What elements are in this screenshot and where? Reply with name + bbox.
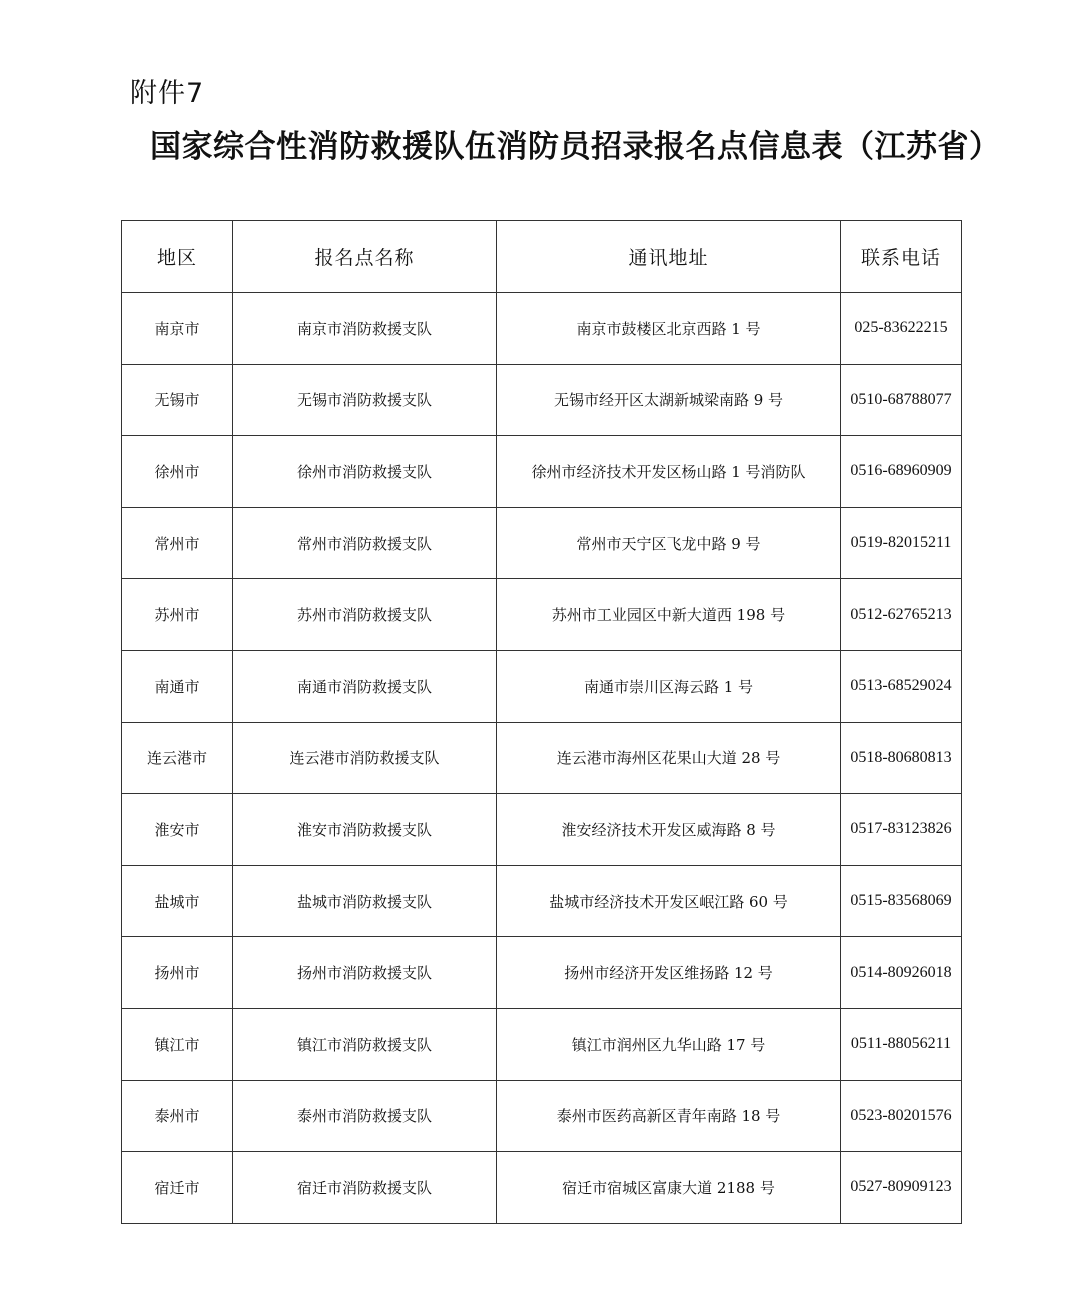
cell-region: 镇江市 [122, 1008, 233, 1080]
cell-phone: 0523-80201576 [841, 1080, 962, 1152]
cell-address: 扬州市经济开发区维扬路 12 号 [497, 937, 841, 1009]
cell-address: 南京市鼓楼区北京西路 1 号 [497, 293, 841, 365]
cell-phone: 0510-68788077 [841, 364, 962, 436]
cell-region: 徐州市 [122, 436, 233, 508]
registration-table [121, 220, 962, 1224]
table-row [122, 865, 962, 937]
table-row [122, 794, 962, 866]
table-row [122, 364, 962, 436]
cell-site-name: 宿迁市消防救援支队 [233, 1152, 497, 1224]
cell-phone: 0527-80909123 [841, 1152, 962, 1224]
cell-phone: 0519-82015211 [841, 507, 962, 579]
document-title: 国家综合性消防救援队伍消防员招录报名点信息表（江苏省） [150, 129, 1001, 165]
cell-site-name: 无锡市消防救援支队 [233, 364, 497, 436]
table-row [122, 436, 962, 508]
cell-site-name: 连云港市消防救援支队 [233, 722, 497, 794]
cell-site-name: 苏州市消防救援支队 [233, 579, 497, 651]
cell-phone: 0517-83123826 [841, 794, 962, 866]
cell-phone: 0514-80926018 [841, 937, 962, 1009]
cell-address: 宿迁市宿城区富康大道 2188 号 [497, 1152, 841, 1224]
cell-address: 苏州市工业园区中新大道西 198 号 [497, 579, 841, 651]
cell-address: 镇江市润州区九华山路 17 号 [497, 1008, 841, 1080]
cell-region: 扬州市 [122, 937, 233, 1009]
header-phone: 联系电话 [841, 221, 962, 293]
attachment-label: 附件7 [130, 78, 205, 109]
cell-region: 无锡市 [122, 364, 233, 436]
cell-phone: 0511-88056211 [841, 1008, 962, 1080]
cell-site-name: 淮安市消防救援支队 [233, 794, 497, 866]
cell-region: 淮安市 [122, 794, 233, 866]
cell-address: 常州市天宁区飞龙中路 9 号 [497, 507, 841, 579]
header-region: 地区 [122, 221, 233, 293]
cell-site-name: 常州市消防救援支队 [233, 507, 497, 579]
table-row [122, 650, 962, 722]
cell-phone: 0513-68529024 [841, 650, 962, 722]
header-address: 通讯地址 [497, 221, 841, 293]
cell-region: 南京市 [122, 293, 233, 365]
cell-phone: 0518-80680813 [841, 722, 962, 794]
table-row [122, 1008, 962, 1080]
header-site-name: 报名点名称 [233, 221, 497, 293]
cell-address: 盐城市经济技术开发区岷江路 60 号 [497, 865, 841, 937]
cell-phone: 0512-62765213 [841, 579, 962, 651]
cell-site-name: 南京市消防救援支队 [233, 293, 497, 365]
cell-region: 泰州市 [122, 1080, 233, 1152]
table-header-row [122, 221, 962, 293]
cell-region: 连云港市 [122, 722, 233, 794]
cell-phone: 0516-68960909 [841, 436, 962, 508]
table-row [122, 579, 962, 651]
cell-address: 南通市崇川区海云路 1 号 [497, 650, 841, 722]
cell-phone: 0515-83568069 [841, 865, 962, 937]
cell-phone: 025-83622215 [841, 293, 962, 365]
table-row [122, 507, 962, 579]
cell-region: 南通市 [122, 650, 233, 722]
cell-site-name: 镇江市消防救援支队 [233, 1008, 497, 1080]
cell-site-name: 扬州市消防救援支队 [233, 937, 497, 1009]
cell-region: 常州市 [122, 507, 233, 579]
cell-site-name: 盐城市消防救援支队 [233, 865, 497, 937]
cell-address: 淮安经济技术开发区威海路 8 号 [497, 794, 841, 866]
cell-region: 苏州市 [122, 579, 233, 651]
cell-address: 徐州市经济技术开发区杨山路 1 号消防队 [497, 436, 841, 508]
table-row [122, 722, 962, 794]
cell-address: 泰州市医药高新区青年南路 18 号 [497, 1080, 841, 1152]
table-row [122, 1152, 962, 1224]
cell-site-name: 泰州市消防救援支队 [233, 1080, 497, 1152]
table-row [122, 937, 962, 1009]
cell-region: 宿迁市 [122, 1152, 233, 1224]
cell-site-name: 徐州市消防救援支队 [233, 436, 497, 508]
cell-address: 无锡市经开区太湖新城梁南路 9 号 [497, 364, 841, 436]
table-row [122, 1080, 962, 1152]
table-row [122, 293, 962, 365]
cell-site-name: 南通市消防救援支队 [233, 650, 497, 722]
cell-region: 盐城市 [122, 865, 233, 937]
cell-address: 连云港市海州区花果山大道 28 号 [497, 722, 841, 794]
